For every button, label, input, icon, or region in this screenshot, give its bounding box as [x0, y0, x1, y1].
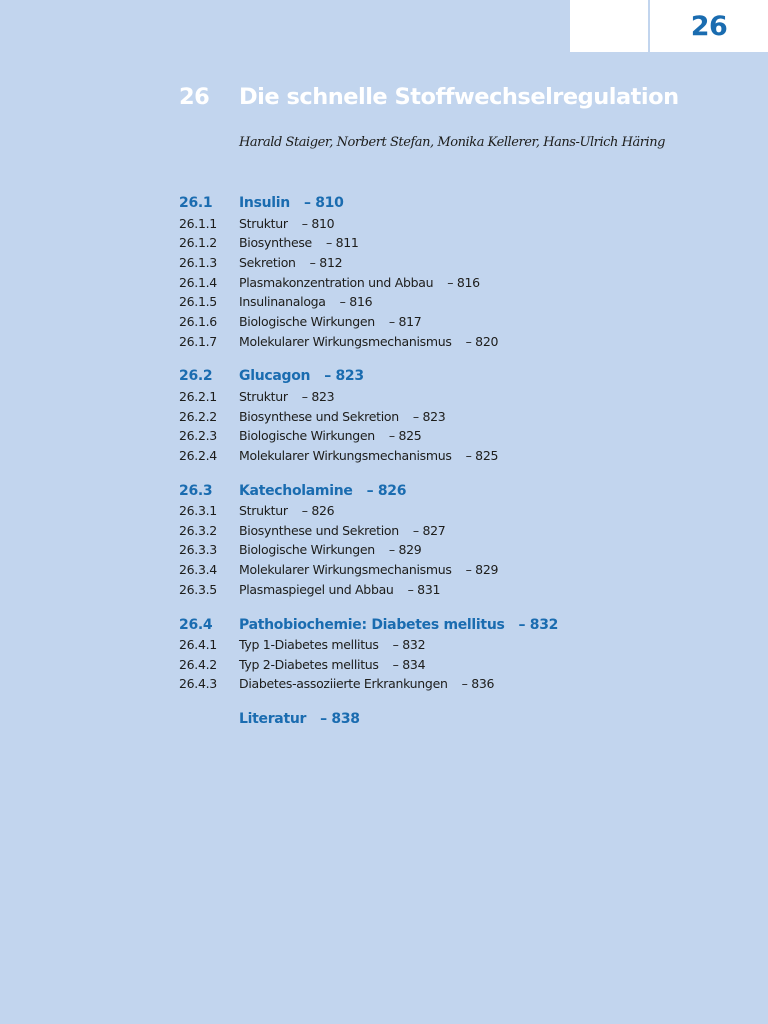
toc-page: – 820	[465, 333, 499, 349]
table-of-contents	[179, 193, 739, 745]
toc-entry[interactable]	[179, 407, 739, 427]
toc-number: 26.1	[179, 195, 213, 211]
toc-title: Typ 1-Diabetes mellitus	[239, 637, 379, 652]
toc-title-group	[239, 540, 421, 560]
toc-number: 26.3.4	[179, 562, 217, 578]
toc-number: 26.4.2	[179, 656, 217, 672]
toc-number: 26.3.1	[179, 503, 217, 519]
toc-title: Literatur	[239, 711, 307, 728]
toc-entry[interactable]	[179, 521, 739, 541]
chapter-number: 26	[179, 84, 210, 110]
toc-section	[179, 366, 739, 465]
toc-number: 26.2.3	[179, 428, 217, 444]
toc-page: – 823	[301, 388, 335, 404]
toc-title: Insulin	[239, 195, 290, 211]
toc-title-group	[239, 501, 334, 521]
toc-number: 26.3.2	[179, 522, 217, 538]
toc-entry[interactable]	[179, 387, 739, 407]
toc-number: 26.1.7	[179, 333, 217, 349]
toc-entry[interactable]	[179, 655, 739, 675]
toc-title-group	[239, 446, 498, 466]
chapter-title: Die schnelle Stoffwechselregulation	[239, 84, 679, 110]
toc-entry[interactable]	[179, 233, 739, 253]
toc-title-group	[239, 407, 445, 427]
toc-section-heading[interactable]	[179, 366, 739, 387]
toc-number: 26.3.5	[179, 581, 217, 597]
toc-number: 26.1.3	[179, 254, 217, 270]
toc-entry[interactable]	[179, 253, 739, 273]
toc-title-group	[239, 615, 558, 636]
toc-entry[interactable]	[179, 214, 739, 234]
toc-page: – 836	[461, 676, 495, 692]
toc-title-group	[239, 655, 425, 675]
toc-title: Glucagon	[239, 368, 311, 385]
toc-number: 26.1.2	[179, 235, 217, 251]
toc-page: – 834	[392, 656, 426, 672]
toc-title-group	[239, 426, 421, 446]
toc-page: – 817	[388, 313, 422, 329]
toc-page: – 826	[301, 503, 335, 519]
toc-title-group	[239, 193, 344, 214]
toc-entry[interactable]	[179, 501, 739, 521]
toc-number: 26.4.3	[179, 676, 217, 692]
toc-section-heading[interactable]	[179, 193, 739, 214]
toc-entry[interactable]	[179, 446, 739, 466]
toc-entry[interactable]	[179, 580, 739, 600]
toc-page: – 831	[407, 581, 441, 597]
toc-number: 26.1.5	[179, 294, 217, 310]
toc-title: Struktur	[239, 388, 288, 404]
toc-entry[interactable]	[179, 674, 739, 694]
toc-page: – 832	[518, 616, 559, 633]
toc-page: – 816	[447, 274, 480, 290]
toc-title-group	[239, 580, 440, 600]
toc-title-group	[239, 292, 372, 312]
toc-page: – 825	[388, 428, 422, 444]
toc-entry[interactable]	[179, 292, 739, 312]
toc-title-group	[239, 366, 364, 387]
toc-page: – 816	[339, 294, 373, 310]
toc-title: Biologische Wirkungen	[239, 542, 375, 558]
toc-entry[interactable]	[179, 540, 739, 560]
toc-title: Molekularer Wirkungsmechanismus	[239, 333, 452, 349]
toc-section-heading[interactable]	[179, 481, 739, 502]
toc-page: – 825	[465, 447, 499, 463]
toc-title: Diabetes-assoziierte Erkrankungen	[239, 676, 448, 692]
toc-section	[179, 481, 739, 600]
toc-title: Biosynthese und Sekretion	[239, 408, 399, 424]
toc-title: Insulinanaloga	[239, 294, 326, 310]
toc-section-heading[interactable]	[179, 615, 739, 636]
toc-number: 26.4	[179, 616, 213, 633]
toc-section	[179, 193, 739, 351]
toc-number: 26.3	[179, 482, 213, 499]
toc-page: – 829	[465, 562, 499, 578]
toc-title: Typ 2-Diabetes mellitus	[239, 656, 379, 672]
toc-number: 26.1.1	[179, 215, 217, 231]
toc-title: Plasmaspiegel und Abbau	[239, 581, 394, 597]
toc-title: Molekularer Wirkungsmechanismus	[239, 562, 452, 578]
chapter-authors: Harald Staiger, Norbert Stefan, Monika Kellerer, Hans-Ulrich Häring	[239, 135, 666, 150]
toc-title-group	[239, 387, 334, 407]
toc-title-group	[239, 635, 425, 655]
toc-number: 26.1.4	[179, 274, 217, 290]
toc-title: Struktur	[239, 215, 288, 231]
toc-title-group	[239, 521, 445, 541]
toc-literature-heading[interactable]	[179, 709, 739, 730]
toc-number: 26.1.6	[179, 313, 217, 329]
toc-title: Plasmakonzentration und Abbau	[239, 274, 434, 290]
toc-literature-section	[179, 709, 739, 730]
toc-title-group	[239, 253, 342, 273]
toc-page: – 823	[412, 408, 446, 424]
toc-number: 26.2.4	[179, 447, 217, 463]
toc-number: 26.3.3	[179, 542, 217, 558]
toc-title: Biosynthese und Sekretion	[239, 522, 399, 538]
toc-title-group	[239, 273, 480, 293]
toc-page: – 838	[320, 711, 360, 728]
toc-title-group	[239, 709, 360, 730]
toc-title: Sekretion	[239, 254, 296, 270]
toc-section	[179, 615, 739, 695]
toc-page: – 810	[303, 195, 344, 211]
toc-entry[interactable]	[179, 426, 739, 446]
toc-entry[interactable]	[179, 312, 739, 332]
toc-title-group	[239, 332, 498, 352]
toc-title-group	[239, 560, 498, 580]
toc-page: – 829	[388, 542, 422, 558]
toc-page: – 812	[309, 254, 343, 270]
toc-page: – 811	[325, 235, 359, 251]
toc-entry[interactable]	[179, 332, 739, 352]
toc-entry[interactable]	[179, 560, 739, 580]
chapter-tab-number: 26	[690, 10, 728, 42]
header-tab-blank	[570, 0, 648, 52]
toc-page: – 827	[412, 522, 446, 538]
toc-title: Pathobiochemie: Diabetes mellitus	[239, 616, 505, 633]
toc-number: 26.2.1	[179, 388, 217, 404]
toc-title-group	[239, 481, 406, 502]
chapter-tab	[650, 0, 768, 52]
toc-number: 26.4.1	[179, 637, 217, 652]
toc-title: Biologische Wirkungen	[239, 313, 375, 329]
toc-number: 26.2.2	[179, 408, 217, 424]
toc-entry[interactable]	[179, 635, 739, 655]
toc-page: – 832	[392, 637, 426, 652]
toc-title: Katecholamine	[239, 482, 353, 499]
toc-title: Molekularer Wirkungsmechanismus	[239, 447, 452, 463]
toc-title: Biologische Wirkungen	[239, 428, 375, 444]
toc-title-group	[239, 312, 421, 332]
toc-page: – 810	[301, 215, 335, 231]
toc-title-group	[239, 214, 334, 234]
toc-title: Struktur	[239, 503, 288, 519]
toc-entry[interactable]	[179, 273, 739, 293]
toc-page: – 826	[366, 482, 407, 499]
toc-page: – 823	[324, 368, 364, 385]
toc-title-group	[239, 233, 359, 253]
toc-number: 26.2	[179, 368, 213, 385]
toc-title-group	[239, 674, 494, 694]
toc-title: Biosynthese	[239, 235, 312, 251]
